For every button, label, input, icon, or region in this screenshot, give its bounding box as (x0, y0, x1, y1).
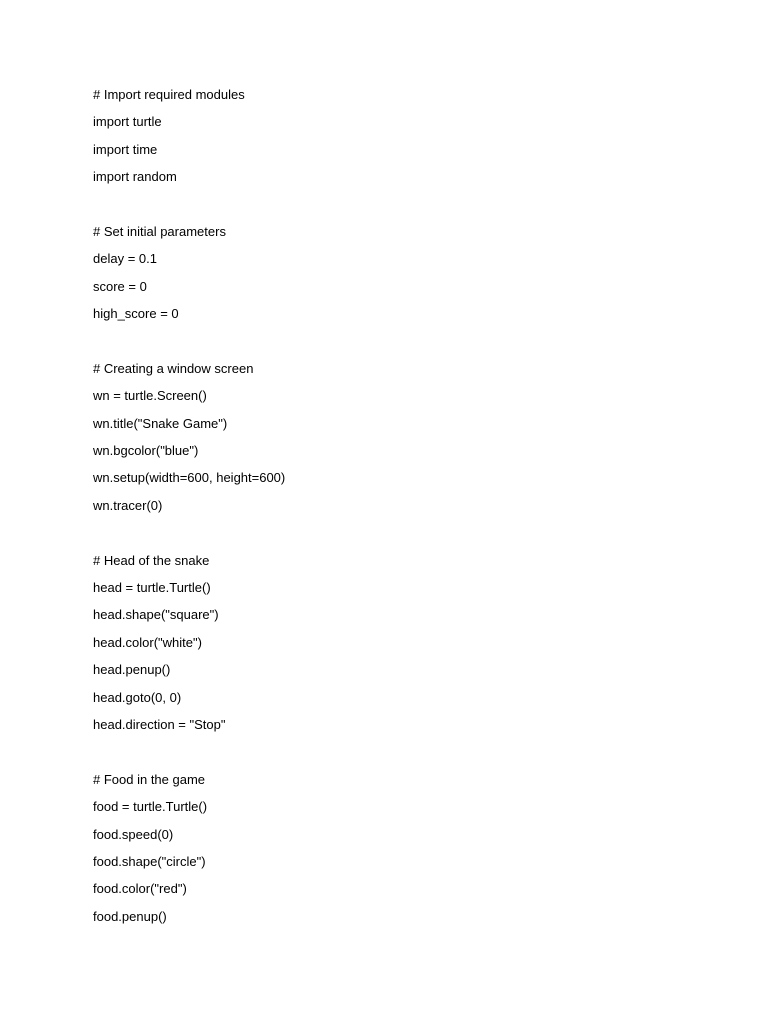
text-line: food.color("red") (93, 881, 187, 897)
text-line: head.shape("square") (93, 607, 219, 623)
blank-line (93, 524, 285, 551)
text-line: # Set initial parameters (93, 223, 226, 239)
text-line: # Import required modules (93, 87, 245, 102)
text-line: # Food in the game (93, 771, 206, 787)
text-line: food.penup() (93, 908, 167, 924)
text-line: food.speed(0) (93, 826, 174, 842)
text-line: import time (93, 141, 158, 157)
text-line: import turtle (93, 114, 162, 130)
text-line: delay = 0.1 (93, 251, 157, 267)
text-line: head.color("white") (93, 634, 202, 650)
text-line: wn.setup(width=600, height=600) (93, 470, 286, 486)
text-line: head.penup() (93, 662, 171, 678)
text-line: # Head of the snake (93, 552, 210, 568)
blank-line (93, 333, 285, 360)
text-line: head = turtle.Turtle() (93, 580, 211, 596)
text-line: head.goto(0, 0) (93, 689, 182, 705)
text-line: wn.bgcolor("blue") (93, 443, 199, 459)
text-line: # Creating a window screen (93, 360, 254, 376)
blank-line (93, 743, 285, 770)
text-line: import random (93, 169, 177, 185)
text-line: score = 0 (93, 278, 147, 294)
text-line: wn.title("Snake Game") (93, 415, 228, 431)
text-line: high_score = 0 (93, 306, 179, 322)
text-line: food.shape("circle") (93, 853, 206, 869)
blank-line (93, 196, 285, 223)
text-line: wn = turtle.Screen() (93, 388, 207, 404)
code-text-body (93, 86, 285, 935)
text-line: head.direction = "Stop" (93, 716, 226, 732)
text-line: food = turtle.Turtle() (93, 799, 208, 815)
text-line: wn.tracer(0) (93, 497, 163, 513)
